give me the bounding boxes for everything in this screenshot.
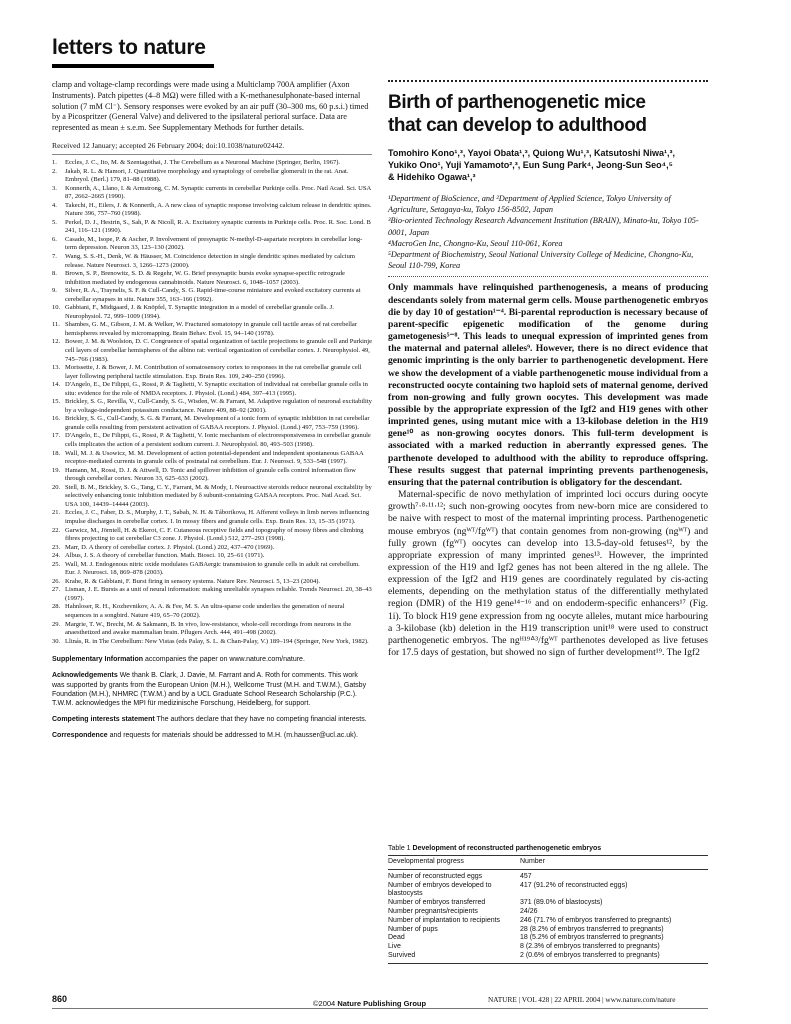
table-row xyxy=(388,917,708,926)
article-title xyxy=(388,91,708,137)
acknowledgements-text: We thank B. Clark, J. Davie, M. Farrant and A. Roth for comments. This work was supported by grants from the European Union (M.H.), Wellcome Trust (M.H. and T.W.M.), Gatsby Foundation (M.H.), NHMRC (T.W.M.) and by a UCL Graduate School Research Scholarship (P.C.). T.W.M. acknowledges the MPI für medizinische Forschung, Heidelberg, for support. xyxy=(52,672,367,707)
reference-text: Margrie, T. W., Brecht, M. & Sakmann, B. In vivo, low-resistance, whole-cell recordings from neurons in the anaesthetized and awake mammalian brain. Pflugers Arch. 444, 491–498 (2002). xyxy=(65,620,352,637)
table-row xyxy=(388,899,708,908)
reference-item xyxy=(52,304,372,321)
reference-number: 1. xyxy=(52,158,57,166)
reference-text: D'Angelo, E., De Filippi, G., Rossi, P. & Taglietti, V. Synaptic excitation of individual rat cerebellar granule cells in situ: evidence for the role of NMDA receptors. J. Physiol. (Lond.) 484, 397–413 (1995). xyxy=(65,381,368,397)
correspondence-text: and requests for materials should be addressed to M.H. (m.hausser@ucl.ac.uk). xyxy=(109,732,358,740)
table-row-value: 457 xyxy=(520,872,532,880)
table-1 xyxy=(388,844,708,964)
table-bottom-rule xyxy=(388,963,708,964)
table-row xyxy=(388,943,708,952)
reference-number: 28. xyxy=(52,603,61,611)
title-line-1: Birth of parthenogenetic mice xyxy=(388,92,646,113)
table-row-label: Live xyxy=(388,943,401,951)
reference-item xyxy=(52,509,372,526)
reference-item xyxy=(52,467,372,484)
reference-item xyxy=(52,484,372,510)
reference-text: Brown, S. P., Brenowitz, S. D. & Regehr, W. G. Brief presynaptic bursts evoke synapse-specific retrograde inhibition mediated by endogenous cannabinoids. Nature Neurosci. 6, 1048–1057 (2003). xyxy=(65,270,345,286)
reference-item xyxy=(52,638,372,647)
reference-item xyxy=(52,432,372,449)
affiliation: ⁴MacroGen Inc, Chongno-Ku, Seoul 110-061, Korea xyxy=(388,238,563,248)
reference-number: 26. xyxy=(52,577,61,585)
reference-text: Garwicz, M., Jörntell, H. & Ekerot, C. F. Cutaneous receptive fields and topography of mossy fibres and climbing fibres projecting to cat cerebellar C3 zone. J. Physiol. (Lond.) 512, 277–293 (1998). xyxy=(65,526,364,543)
reference-item xyxy=(52,236,372,253)
journal-section-header xyxy=(52,36,206,60)
table-header-row xyxy=(388,856,708,869)
reference-item xyxy=(52,321,372,338)
table-row-label: Number of reconstructed eggs xyxy=(388,872,483,880)
table-row-value: 28 (8.2% of embryos transferred to pregnants) xyxy=(520,925,664,933)
table-row-label: Number of implantation to recipients xyxy=(388,916,501,924)
reference-item xyxy=(52,202,372,219)
table-row xyxy=(388,908,708,917)
affiliation: ³Bio-oriented Technology Research Advancement Institution (BRAIN), Minato-ku, Tokyo 105-0001, Japan xyxy=(388,216,699,237)
table-header-cell: Number xyxy=(520,858,545,865)
reference-text: Hahnloser, R. H., Kozhevnikov, A. A. & Fee, M. S. An ultra-sparse code underlies the generation of neural sequences in a songbird. Nature 419, 65–70 (2002). xyxy=(65,603,345,619)
reference-number: 30. xyxy=(52,637,61,645)
affiliation: ⁵Department of Biochemistry, Seoul National University College of Medicine, Chongno-Ku, Seoul 110-799, Korea xyxy=(388,250,694,271)
author-list xyxy=(388,147,708,183)
abstract: Only mammals have relinquished parthenogenesis, a means of producing descendants solely from maternal germ cells. Mouse parthenogenetic embryos die by day 10 of gestation¹⁻⁴. Bi-parental reproduction is necessary because of parent-specific epigenetic modification of the genome during gametogenesis⁵⁻⁸. This leads to unequal expression of imprinted genes from the maternal and paternal alleles⁹. However, there is no direct evidence that genomic imprinting is the only barrier to parthenogenetic development. Here we show the development of a viable parthenogenetic mouse individual from a reconstructed oocyte containing two haploid sets of maternal genome, derived from non-growing and fully grown oocytes. This development was made possible by the appropriate expression of the Igf2 and H19 genes with other imprinted genes, using mutant mice with a 13-kilobase deletion in the H19 gene¹⁰ as non-growing oocytes donors. This full-term development is associated with a marked reduction in aberrantly expressed genes. The parthenote developed to adulthood with the ability to reproduce offspring. These results suggest that paternal imprinting prevents parthenogenesis, ensuring that the paternal contribution is obligatory for the descendant. xyxy=(388,282,708,488)
reference-text: Marr, D. A theory of cerebellar cortex. J. Physiol. (Lond.) 202, 437–470 (1969). xyxy=(65,543,275,551)
received-line: Received 12 January; accepted 26 February 2004; doi:10.1038/nature02442. xyxy=(52,140,285,150)
reference-item xyxy=(52,185,372,202)
header-rule xyxy=(52,64,214,68)
reference-number: 19. xyxy=(52,466,61,474)
reference-list xyxy=(52,159,372,646)
reference-text: Llinás, R. in The Cerebellum: New Vistas (eds Palay, S. L. & Chan-Palay, V.) 189–194 (Springer, New York, 1982). xyxy=(65,637,369,645)
table-row-label: Survived xyxy=(388,951,416,959)
table-caption-label: Table 1 xyxy=(388,845,411,852)
reference-number: 4. xyxy=(52,201,57,209)
reference-number: 10. xyxy=(52,304,61,312)
reference-number: 20. xyxy=(52,483,61,491)
table-row xyxy=(388,934,708,943)
table-row-label: Dead xyxy=(388,934,405,942)
reference-text: Shambes, G. M., Gibson, J. M. & Welker, W. Fractured somatotopy in granule cell tactile areas of rat cerebellar hemispheres revealed by micromapping. Brain Behav. Evol. 15, 94–140 (1978). xyxy=(65,321,357,337)
reference-text: Brickley, S. G., Revilla, V., Cull-Candy, S. G., Wisden, W. & Farrant, M. Adaptive regulation of neuronal excitability by a voltage-independent potassium conductance. Nature 409, 88–92 (2001). xyxy=(65,398,372,414)
reference-item xyxy=(52,450,372,467)
reference-number: 9. xyxy=(52,287,57,295)
reference-item xyxy=(52,168,372,185)
reference-number: 5. xyxy=(52,218,57,226)
reference-text: Morissette, J. & Bower, J. M. Contribution of somatosensory cortex to responses in the rat cerebellar granule cell layer following peripheral tactile stimulation. Exp. Brain Res. 109, 240–250 (1996). xyxy=(65,364,362,380)
reference-text: Casado, M., Isope, P. & Ascher, P. Involvement of presynaptic N-methyl-D-aspartate receptors in cerebellar long-term depression. Neuron 33, 123–130 (2002). xyxy=(65,235,363,252)
reference-number: 29. xyxy=(52,620,61,628)
acknowledgements-label: Acknowledgements xyxy=(52,672,118,680)
methods-text: clamp and voltage-clamp recordings were made using a Multiclamp 700A amplifier (Axon Instruments). Patch pipettes (4–8 MΩ) were filled with a K-methanesulphonate-based internal solution (7 mM Cl⁻). Sensory responses were evoked by an air puff (30–300 ms, 60 p.s.i.) timed by a Picospritzer (General Valve) and delivered to the ipsilateral perioral surface. Data are represented as mean ± s.e.m. See Supplementary Methods for further details. xyxy=(52,80,369,133)
table-row-label: Number pregnants/recipients xyxy=(388,907,478,915)
reference-number: 17. xyxy=(52,432,61,440)
table-row-label: Number of embryos developed to blastocysts xyxy=(388,881,492,898)
publisher-name: Nature Publishing Group xyxy=(337,999,427,1008)
title-dotted-rule xyxy=(388,80,708,82)
end-notes xyxy=(52,655,372,740)
reference-number: 6. xyxy=(52,235,57,243)
reference-text: Lisman, J. E. Bursts as a unit of neural information: making unreliable synapses reliable. Trends Neurosci. 20, 38–43 (1997). xyxy=(65,586,372,602)
footer-rule xyxy=(52,1008,708,1009)
reference-text: Krahe, R. & Gabbiani, F. Burst firing in sensory systems. Nature Rev. Neurosci. 5, 13–23 (2004). xyxy=(65,577,321,585)
correspondence-note xyxy=(52,731,372,740)
table-row-value: 18 (5.2% of embryos transferred to pregnants) xyxy=(520,934,664,942)
copyright-year: ©2004 xyxy=(313,999,336,1008)
journal-info: NATURE | VOL 428 | 22 APRIL 2004 | www.nature.com/nature xyxy=(488,995,676,1004)
competing-label: Competing interests statement xyxy=(52,716,155,724)
reference-item xyxy=(52,561,372,578)
reference-number: 22. xyxy=(52,526,61,534)
reference-text: Silver, R. A., Traynelis, S. F. & Cull-Candy, S. G. Rapid-time-course miniature and evoked excitatory currents at cerebellar synapses in situ. Nature 355, 163–166 (1992). xyxy=(65,287,361,303)
reference-text: Stell, B. M., Brickley, S. G., Tang, C. Y., Farrant, M. & Mody, I. Neuroactive steroids reduce neuronal excitability by selectively enhancing tonic inhibition mediated by δ subunit-containing GABAA receptors. Proc. Natl Acad. Sci. USA 100, 14439–14444 (2003). xyxy=(65,483,372,508)
table-body xyxy=(388,870,708,961)
reference-item xyxy=(52,603,372,620)
authors-line-2: Yukiko Ono¹, Yuji Yamamoto²,³, Eun Sung Park⁴, Jeong-Sun Seo⁴,⁵ xyxy=(388,160,673,170)
table-row-label: Number of embryos transferred xyxy=(388,899,486,907)
reference-text: Albus, J. S. A theory of cerebellar function. Math. Biosci. 10, 25–61 (1971). xyxy=(65,552,265,560)
reference-item xyxy=(52,364,372,381)
table-row-value: 246 (71.7% of embryos transferred to pregnants) xyxy=(520,916,672,924)
correspondence-label: Correspondence xyxy=(52,732,108,740)
table-header-cell: Developmental progress xyxy=(388,858,464,865)
table-row xyxy=(388,926,708,935)
reference-text: Konnerth, A., Llano, I. & Armstrong, C. M. Synaptic currents in cerebellar Purkinje cells. Proc. Natl Acad. Sci. USA 87, 2662–2665 (1990). xyxy=(65,184,371,201)
page-number: 860 xyxy=(52,994,68,1004)
reference-text: Wall, M. J. Endogenous nitric oxide modulates GABAergic transmission to granule cells in adult rat cerebellum. Eur. J. Neurosci. 18, 869–878 (2003). xyxy=(65,560,360,577)
reference-number: 3. xyxy=(52,184,57,192)
table-row-value: 8 (2.3% of embryos transferred to pregnants) xyxy=(520,943,660,951)
reference-text: Wall, M. J. & Usowicz, M. M. Development of action potential-dependent and independent spontaneous GABAA receptor-mediated currents in granule cells of postnatal rat cerebellum. Eur. J. Neurosci. 9, 533–548 (1997). xyxy=(65,449,364,466)
reference-number: 8. xyxy=(52,270,57,278)
reference-number: 11. xyxy=(52,321,60,329)
table-row-value: 2 (0.6% of embryos transferred to pregnants) xyxy=(520,951,660,959)
authors-line-1: Tomohiro Kono¹,³, Yayoi Obata¹,³, Quiong Wu¹,³, Katsutoshi Niwa¹,³, xyxy=(388,148,675,158)
reference-number: 27. xyxy=(52,586,61,594)
reference-item xyxy=(52,578,372,587)
reference-number: 2. xyxy=(52,167,57,175)
reference-text: Jakab, R. L. & Hamori, J. Quantitative morphology and synaptology of cerebellar glomeruli in the rat. Anat. Embryol. (Berl.) 179, 81–88 (1988). xyxy=(65,167,349,184)
reference-text: Gabbiani, F., Midtgaard, J. & Knöpfel, T. Synaptic integration in a model of cerebellar granule cells. J. Neurophysiol. 72, 999–1009 (1994). xyxy=(65,304,334,320)
reference-number: 13. xyxy=(52,364,61,372)
reference-text: Perkel, D. J., Hestrin, S., Sah, P. & Nicoll, R. A. Excitatory synaptic currents in Purkinje cells. Proc. R. Soc. Lond. B 241, 116–121 (1990). xyxy=(65,218,371,235)
table-row-value: 371 (89.0% of blastocysts) xyxy=(520,899,603,907)
table-caption xyxy=(388,844,708,853)
reference-number: 18. xyxy=(52,449,61,457)
reference-number: 15. xyxy=(52,398,61,406)
reference-item xyxy=(52,219,372,236)
reference-item xyxy=(52,287,372,304)
reference-item xyxy=(52,621,372,638)
table-row-value: 417 (91.2% of reconstructed eggs) xyxy=(520,881,628,889)
table-row xyxy=(388,952,708,961)
reference-text: Eccles, J. C., Faber, D. S., Murphy, J. T., Sabah, N. H. & Táborikova, H. Afferent volleys in limb nerves influencing impulse discharges in cerebellar cortex. I. In mossy fibers and granule cells. Exp. Brain Res. 13, 15–35 (1971). xyxy=(65,509,370,525)
reference-number: 12. xyxy=(52,338,61,346)
acknowledgements-note xyxy=(52,671,372,708)
reference-item xyxy=(52,544,372,553)
reference-number: 7. xyxy=(52,253,57,260)
supplementary-note xyxy=(52,655,372,664)
reference-text: Hamann, M., Rossi, D. J. & Attwell, D. Tonic and spillover inhibition of granule cells control information flow through cerebellar cortex. Neuron 33, 625–633 (2002). xyxy=(65,466,356,483)
right-column xyxy=(388,80,708,659)
reference-number: 23. xyxy=(52,543,61,551)
reference-text: D'Angelo, E., De Filippi, G., Rossi, P. & Taglietti, V. Ionic mechanism of electroresponsiveness in cerebellar granule cells implicates the action of a persistent sodium current. J. Neurophysiol. 80, 493–503 (1998). xyxy=(65,432,371,449)
reference-item xyxy=(52,159,372,168)
left-column xyxy=(52,80,372,748)
table-row-label: Number of pups xyxy=(388,925,438,933)
copyright-line xyxy=(313,999,426,1008)
table-row xyxy=(388,882,708,900)
reference-text: Takechi, H., Eilers, J. & Konnerth, A. A new class of synaptic response involving calcium release in dendritic spines. Nature 396, 757–760 (1998). xyxy=(65,201,372,218)
reference-item xyxy=(52,253,372,270)
reference-number: 16. xyxy=(52,415,61,423)
table-row xyxy=(388,873,708,882)
reference-text: Brickley, S. G., Cull-Candy, S. G. & Farrant, M. Development of a tonic form of synaptic inhibition in rat cerebellar granule cells resulting from persistent activation of GABAA receptors. J. Physiol. (Lond.) 497, 753–759 (1996). xyxy=(65,415,370,431)
affiliation: ¹Department of BioScience, and ²Department of Applied Science, Tokyo University of Agriculture, Setagaya-ku, Tokyo 156-8502, Japan xyxy=(388,194,671,215)
reference-item xyxy=(52,381,372,398)
reference-text: Wang, S. S.-H., Denk, W. & Häusser, M. Coincidence detection in single dendritic spines mediated by calcium release. Nature Neurosci. 3, 1266–1273 (2000). xyxy=(65,253,355,269)
table-row-value: 24/26 xyxy=(520,907,538,915)
body-paragraph: Maternal-specific de novo methylation of imprinted loci occurs during oocyte growth⁷·⁸·¹¹·¹²; such non-growing oocytes from new-born mice are considered to be naive with respect to most of the maternal imprinting process. Parthenogenetic mouse embryos (ngᵂᵀ/fgᵂᵀ) that contain genomes from non-growing (ngᵂᵀ) and fully grown (fgᵂᵀ) oocytes can develop into 13.5-day-old fetuses¹², by the appropriate expression of many imprinted genes¹³. However, the imprinted expression of the H19 and Igf2 genes has not been altered in the ng allele. The expression of the Igf2 and H19 genes are coordinately regulated by cis-acting elements, depending on the methylation status of the differentially methylated region (DMR) of the H19 gene¹⁴⁻¹⁶ and on endoderm-specific enhancers¹⁷ (Fig. 1i). To block H19 gene expression from ng oocyte alleles, mutant mice harbouring a 3-kilobase (kb) deletion in the H19 transcription unit¹⁸ were used to construct parthenogenetic embryos. The ngᴴ¹⁹ᐞ³/fgᵂᵀ parthenotes developed as live fetuses for 17.5 days of gestation, but showed no sign of further development¹⁹. The Igf2 xyxy=(388,489,708,659)
reference-number: 25. xyxy=(52,560,61,568)
reference-item xyxy=(52,338,372,364)
reference-item xyxy=(52,552,372,561)
authors-line-3: & Hidehiko Ogawa¹,³ xyxy=(388,172,476,182)
reference-number: 24. xyxy=(52,552,61,560)
reference-item xyxy=(52,270,372,287)
reference-text: Bower, J. M. & Woolston, D. C. Congruence of spatial organization of tactile projections to granule cell and Purkinje cell layers of cerebellar hemispheres of the albino rat: vertical organization of cerebellar cortex. J. Neurophysiol. 49, 745–766 (1983). xyxy=(65,338,372,363)
competing-interests-note xyxy=(52,715,372,724)
affiliations xyxy=(388,193,708,271)
supplementary-label: Supplementary Information xyxy=(52,656,144,664)
title-line-2: that can develop to adulthood xyxy=(388,115,647,136)
reference-number: 14. xyxy=(52,381,61,389)
reference-item xyxy=(52,415,372,432)
table-caption-title: Development of reconstructed parthenogenetic embryos xyxy=(412,845,602,852)
reference-item xyxy=(52,398,372,415)
reference-text: Eccles, J. C., Ito, M. & Szentagothai, J. The Cerebellum as a Neuronal Machine (Springer, Berlin, 1967). xyxy=(65,158,341,166)
reference-item xyxy=(52,586,372,603)
abstract-dotted-rule xyxy=(388,276,708,277)
competing-text: The authors declare that they have no competing financial interests. xyxy=(156,716,367,724)
section-title: letters to nature xyxy=(52,36,206,59)
supplementary-text: accompanies the paper on www.nature.com/nature. xyxy=(144,656,305,664)
reference-number: 21. xyxy=(52,509,61,517)
references-rule xyxy=(52,154,372,155)
reference-item xyxy=(52,527,372,544)
